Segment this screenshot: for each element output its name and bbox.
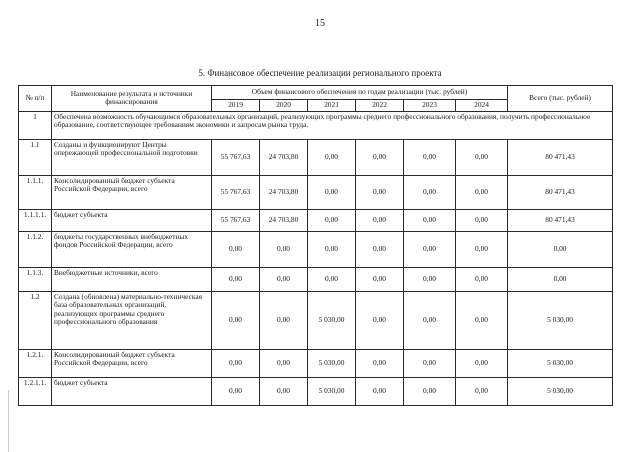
year-header: 2024 (456, 100, 508, 112)
row-total: 5 030,00 (508, 377, 613, 405)
year-value: 0,00 (404, 291, 456, 349)
row-number: 1.1 (19, 139, 52, 175)
table-row (19, 231, 613, 267)
year-value: 0,00 (404, 231, 456, 267)
year-value: 0,00 (356, 349, 404, 377)
year-value: 0,00 (308, 209, 356, 231)
intro-text: Обеспечена возможность обучающимся образовательных организаций, реализующих программы среднего профессионального образования, получить профессиональное образование, соответствующее требованиям экономики и запросам рынка труда. (52, 111, 613, 139)
year-value: 0,00 (404, 349, 456, 377)
year-value: 0,00 (456, 291, 508, 349)
year-value: 0,00 (404, 377, 456, 405)
financing-table (18, 85, 613, 406)
year-value: 0,00 (456, 267, 508, 291)
year-value: 5 030,00 (308, 377, 356, 405)
row-total: 5 030,00 (508, 349, 613, 377)
table-row (19, 349, 613, 377)
row-total: 5 030,00 (508, 291, 613, 349)
section-title: 5. Финансовое обеспечение реализации регионального проекта (198, 68, 442, 78)
year-value: 0,00 (260, 377, 308, 405)
year-value: 0,00 (456, 231, 508, 267)
year-value: 5 030,00 (308, 349, 356, 377)
year-value: 0,00 (308, 139, 356, 175)
scan-edge-line (8, 390, 9, 452)
row-total: 80 471,43 (508, 209, 613, 231)
page-number: 15 (315, 18, 325, 29)
year-value: 24 703,80 (260, 209, 308, 231)
row-name: Консолидированный бюджет субъекта Российской Федерации, всего (52, 349, 212, 377)
year-value: 0,00 (456, 349, 508, 377)
year-value: 0,00 (456, 175, 508, 209)
row-number: 1.2 (19, 291, 52, 349)
row-number: 1 (19, 111, 52, 139)
year-value: 0,00 (356, 175, 404, 209)
year-value: 0,00 (456, 377, 508, 405)
row-number: 1.1.2. (19, 231, 52, 267)
year-value: 0,00 (356, 209, 404, 231)
year-value: 0,00 (212, 267, 260, 291)
row-name: Внебюджетные источники, всего (52, 267, 212, 291)
row-name: бюджеты государственных внебюджетных фондов Российской Федерации, всего (52, 231, 212, 267)
year-value: 0,00 (356, 231, 404, 267)
year-header: 2020 (260, 100, 308, 112)
year-value: 0,00 (212, 291, 260, 349)
year-value: 0,00 (356, 291, 404, 349)
row-number: 1.1.3. (19, 267, 52, 291)
table-row (19, 175, 613, 209)
year-header: 2023 (404, 100, 456, 112)
table-row (19, 209, 613, 231)
header-total: Всего (тыс. рублей) (508, 86, 613, 112)
year-value: 0,00 (260, 231, 308, 267)
row-number: 1.2.1.1. (19, 377, 52, 405)
header-num: № п/п (19, 86, 52, 112)
row-name: Консолидированный бюджет субъекта Российской Федерации, всего (52, 175, 212, 209)
year-header: 2019 (212, 100, 260, 112)
row-total: 0,00 (508, 231, 613, 267)
header-name: Наименование результата и источники финансирования (52, 86, 212, 112)
row-total: 80 471,43 (508, 175, 613, 209)
year-value: 0,00 (356, 377, 404, 405)
row-total: 80 471,43 (508, 139, 613, 175)
row-number: 1.1.1.1. (19, 209, 52, 231)
year-value: 0,00 (308, 175, 356, 209)
year-value: 0,00 (212, 377, 260, 405)
year-value: 0,00 (404, 267, 456, 291)
year-value: 0,00 (404, 209, 456, 231)
row-number: 1.2.1. (19, 349, 52, 377)
year-header: 2021 (308, 100, 356, 112)
year-value: 0,00 (308, 267, 356, 291)
year-value: 0,00 (456, 209, 508, 231)
row-number: 1.1.1. (19, 175, 52, 209)
year-value: 0,00 (456, 139, 508, 175)
header-volume: Объем финансового обеспечения по годам реализации (тыс. рублей) (212, 86, 508, 100)
row-name: бюджет субъекта (52, 209, 212, 231)
year-value: 55 767,63 (212, 209, 260, 231)
intro-row (19, 111, 613, 139)
year-value: 5 030,00 (308, 291, 356, 349)
year-value: 55 767,63 (212, 175, 260, 209)
year-value: 24 703,80 (260, 139, 308, 175)
row-name: Созданы и функционируют Центры опережающей профессиональной подготовки (52, 139, 212, 175)
year-value: 55 767,63 (212, 139, 260, 175)
year-header: 2022 (356, 100, 404, 112)
row-name: Создана (обновлена) материально-техническая база образовательных организаций, реализующих программы среднего профессионального образования (52, 291, 212, 349)
year-value: 0,00 (212, 231, 260, 267)
year-value: 0,00 (404, 139, 456, 175)
table-row (19, 291, 613, 349)
year-value: 0,00 (356, 139, 404, 175)
year-value: 0,00 (260, 291, 308, 349)
table-row (19, 377, 613, 405)
year-value: 0,00 (260, 349, 308, 377)
year-value: 0,00 (212, 349, 260, 377)
year-value: 0,00 (356, 267, 404, 291)
year-value: 0,00 (404, 175, 456, 209)
table-row (19, 139, 613, 175)
row-name: бюджет субъекта (52, 377, 212, 405)
year-value: 0,00 (308, 231, 356, 267)
year-value: 0,00 (260, 267, 308, 291)
table-row (19, 267, 613, 291)
row-total: 0,00 (508, 267, 613, 291)
year-value: 24 703,80 (260, 175, 308, 209)
